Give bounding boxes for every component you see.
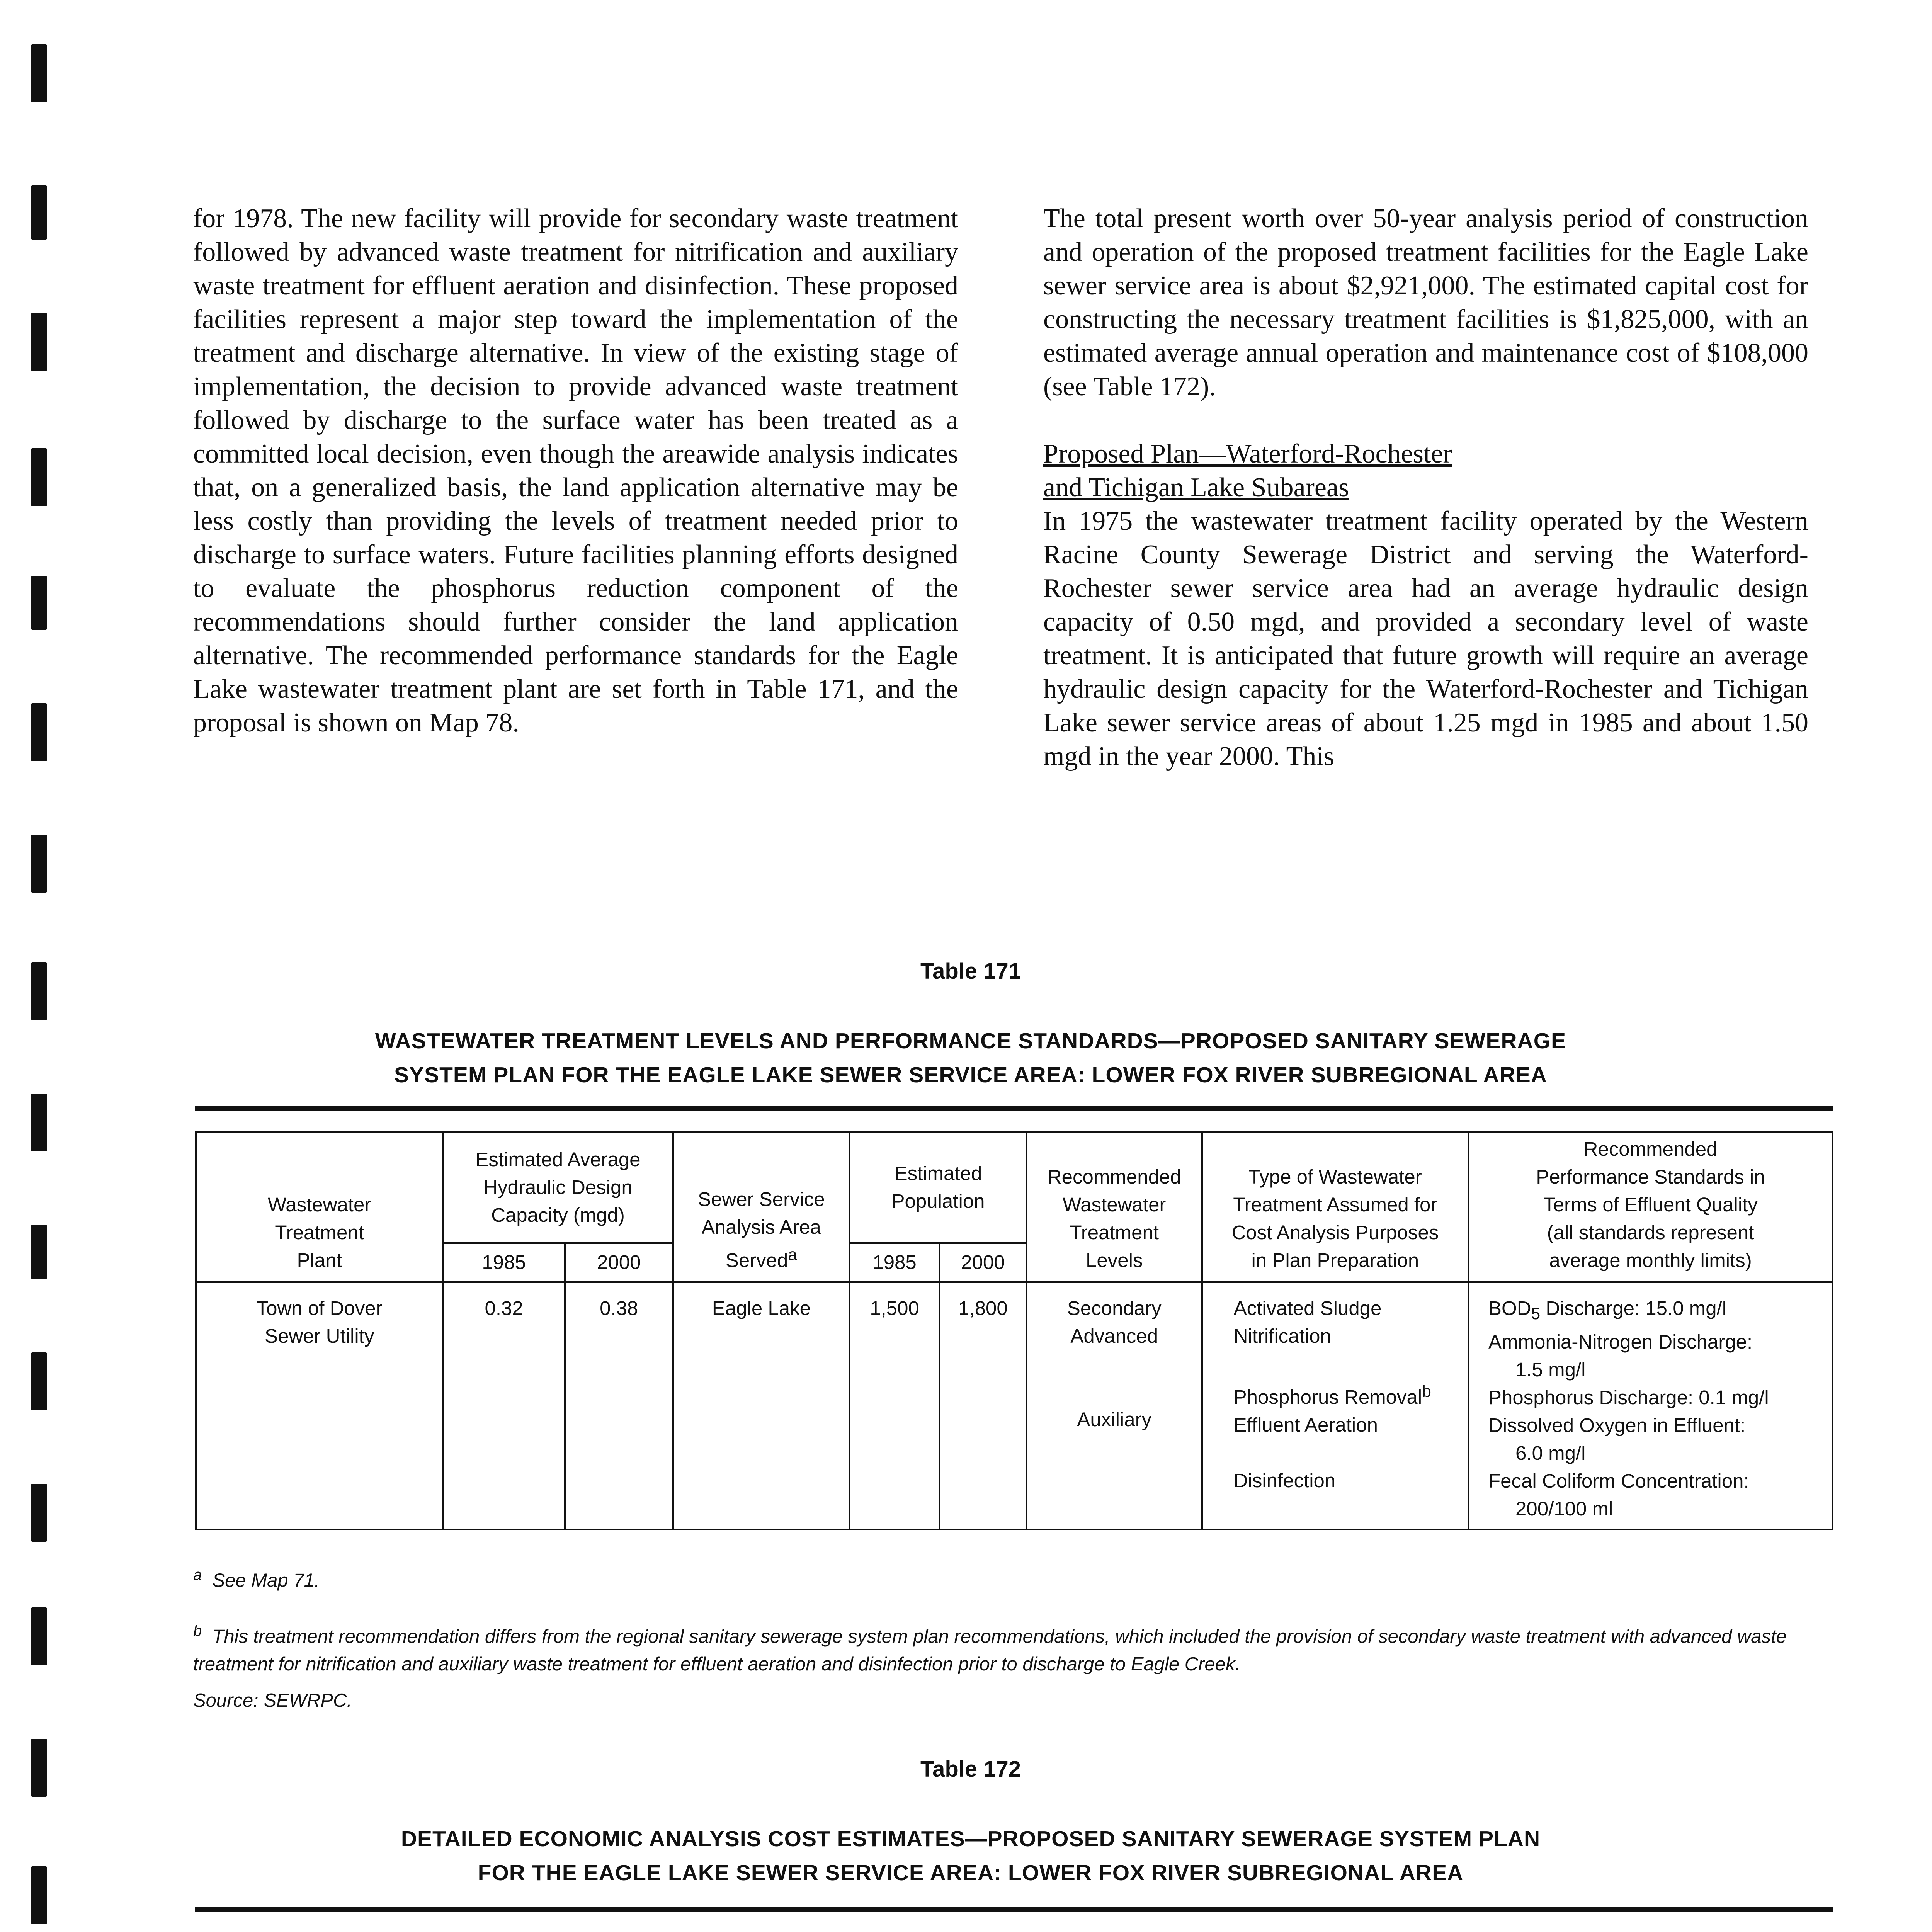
header-capacity: Estimated Average Hydraulic Design Capacity (mgd) — [443, 1132, 673, 1243]
header-type: Type of Wastewater Treatment Assumed for Cost Analysis Purposes in Plan Preparation — [1202, 1132, 1468, 1282]
left-column — [193, 202, 958, 740]
binder-mark — [31, 44, 47, 102]
binder-mark — [31, 1352, 47, 1410]
header-levels: Recommended Wastewater Treatment Levels — [1027, 1132, 1202, 1282]
right-column — [1043, 202, 1808, 773]
header-plant: Wastewater Treatment Plant — [196, 1132, 443, 1282]
table-172-title — [0, 1822, 1932, 1890]
header-cap-1985: 1985 — [443, 1243, 565, 1282]
binder-mark — [31, 835, 47, 893]
cell-standards: $BOD_5$ Discharge: 15.0 mg/l Ammonia-Nitrogen Discharge: 1.5 mg/l Phosphorus Discharge: 0.1 mg/l Dissolved Oxygen in Effluent: 6.0 mg/l Fecal Coliform Concentration: 200/100 ml — [1468, 1282, 1833, 1529]
table-171-top-rule — [195, 1106, 1833, 1111]
table-row — [196, 1282, 1833, 1529]
table-171-title-line-1: WASTEWATER TREATMENT LEVELS AND PERFORMANCE STANDARDS—PROPOSED SANITARY SEWERAGE — [375, 1029, 1566, 1053]
header-service-area: Sewer Service Analysis Area Served$^a$ — [673, 1132, 850, 1282]
binder-mark — [31, 1607, 47, 1665]
cell-plant: Town of Dover Sewer Utility — [196, 1282, 443, 1529]
table-172-title-line-1: DETAILED ECONOMIC ANALYSIS COST ESTIMATES—PROPOSED SANITARY SEWERAGE SYSTEM PLAN — [401, 1827, 1541, 1851]
table-171-title — [0, 1024, 1932, 1092]
binder-mark — [31, 1225, 47, 1279]
binder-mark — [31, 185, 47, 240]
header-cap-2000: 2000 — [565, 1243, 673, 1282]
table-171 — [195, 1131, 1833, 1530]
header-pop-2000: 2000 — [939, 1243, 1027, 1282]
cell-service-area: Eagle Lake — [673, 1282, 850, 1529]
table-171-label: Table 171 — [920, 959, 1021, 984]
subheading-line-1: Proposed Plan—Waterford-Rochester — [1043, 439, 1452, 469]
header-pop-1985: 1985 — [850, 1243, 939, 1282]
binder-mark — [31, 448, 47, 506]
header-population: Estimated Population — [850, 1132, 1027, 1243]
cell-types: Activated Sludge Nitrification Phosphorus Removal$^b$ Effluent Aeration Disinfection — [1202, 1282, 1468, 1529]
table-172-title-line-2: FOR THE EAGLE LAKE SEWER SERVICE AREA: LOWER FOX RIVER SUBREGIONAL AREA — [478, 1861, 1464, 1885]
table-172-top-rule — [195, 1907, 1833, 1912]
note-b: $^b$ This treatment recommendation differs from the regional sanitary sewerage system plan recommendations, which included the provision of secondary waste treatment with advanced waste treatment for nitrification and auxiliary waste treatment for effluent aeration and disinfection prior to discharge to Eagle Creek. — [193, 1622, 1787, 1675]
table-172-label: Table 172 — [920, 1757, 1021, 1782]
right-paragraph-1: The total present worth over 50-year analysis period of construction and operation of the proposed treatment facilities for the Eagle Lake sewer service area is about $2,921,000. The estimated capital cost for constructing the necessary treatment facilities is $1,825,000, with an estimated average annual operation and maintenance cost of $108,000 (see Table 172). — [1043, 204, 1808, 401]
cell-cap-1985: 0.32 — [443, 1282, 565, 1529]
table-171-title-line-2: SYSTEM PLAN FOR THE EAGLE LAKE SEWER SERVICE AREA: LOWER FOX RIVER SUBREGIONAL AREA — [394, 1063, 1547, 1087]
left-paragraph: for 1978. The new facility will provide for secondary waste treatment followed by advanced waste treatment for nitrification and auxiliary waste treatment for effluent aeration and disinfection. These proposed facilities represent a major step toward the implementation of the treatment and discharge alternative. In view of the existing stage of implementation, the decision to provide advanced waste treatment followed by discharge to the surface water has been treated as a committed local decision, even though the areawide analysis indicates that, on a generalized basis, the land application alternative may be less costly than providing the levels of treatment needed prior to discharge to surface waters. Future facilities planning efforts designed to evaluate the phosphorus reduction component of the recommendations should further consider the land application alternative. The recommended performance standards for the Eagle Lake wastewater treatment plant are set forth in Table 171, and the proposal is shown on Map 78. — [193, 204, 958, 738]
binder-mark — [31, 703, 47, 761]
note-a: $^a$ See Map 71. — [193, 1566, 320, 1591]
cell-pop-1985: 1,500 — [850, 1282, 939, 1529]
cell-levels: Secondary Advanced Auxiliary — [1027, 1282, 1202, 1529]
cell-pop-2000: 1,800 — [939, 1282, 1027, 1529]
header-standards: Recommended Performance Standards in Terms of Effluent Quality (all standards represent average monthly limits) — [1468, 1132, 1833, 1282]
subheading-line-2: and Tichigan Lake Subareas — [1043, 473, 1349, 502]
right-paragraph-2: In 1975 the wastewater treatment facility operated by the Western Racine County Sewerage District and serving the Waterford-Rochester sewer service area had an average hydraulic design capacity of 0.50 mgd, and provided a secondary level of waste treatment. It is anticipated that future growth will require an average hydraulic design capacity for the Waterford-Rochester and Tichigan Lake sewer service areas of about 1.25 mgd in 1985 and about 1.50 mgd in the year 2000. This — [1043, 506, 1808, 771]
table-171-source: Source: SEWRPC. — [193, 1690, 352, 1711]
binder-mark — [31, 1094, 47, 1151]
binder-mark — [31, 1484, 47, 1542]
binder-mark — [31, 313, 47, 371]
cell-cap-2000: 0.38 — [565, 1282, 673, 1529]
binder-mark — [31, 576, 47, 630]
